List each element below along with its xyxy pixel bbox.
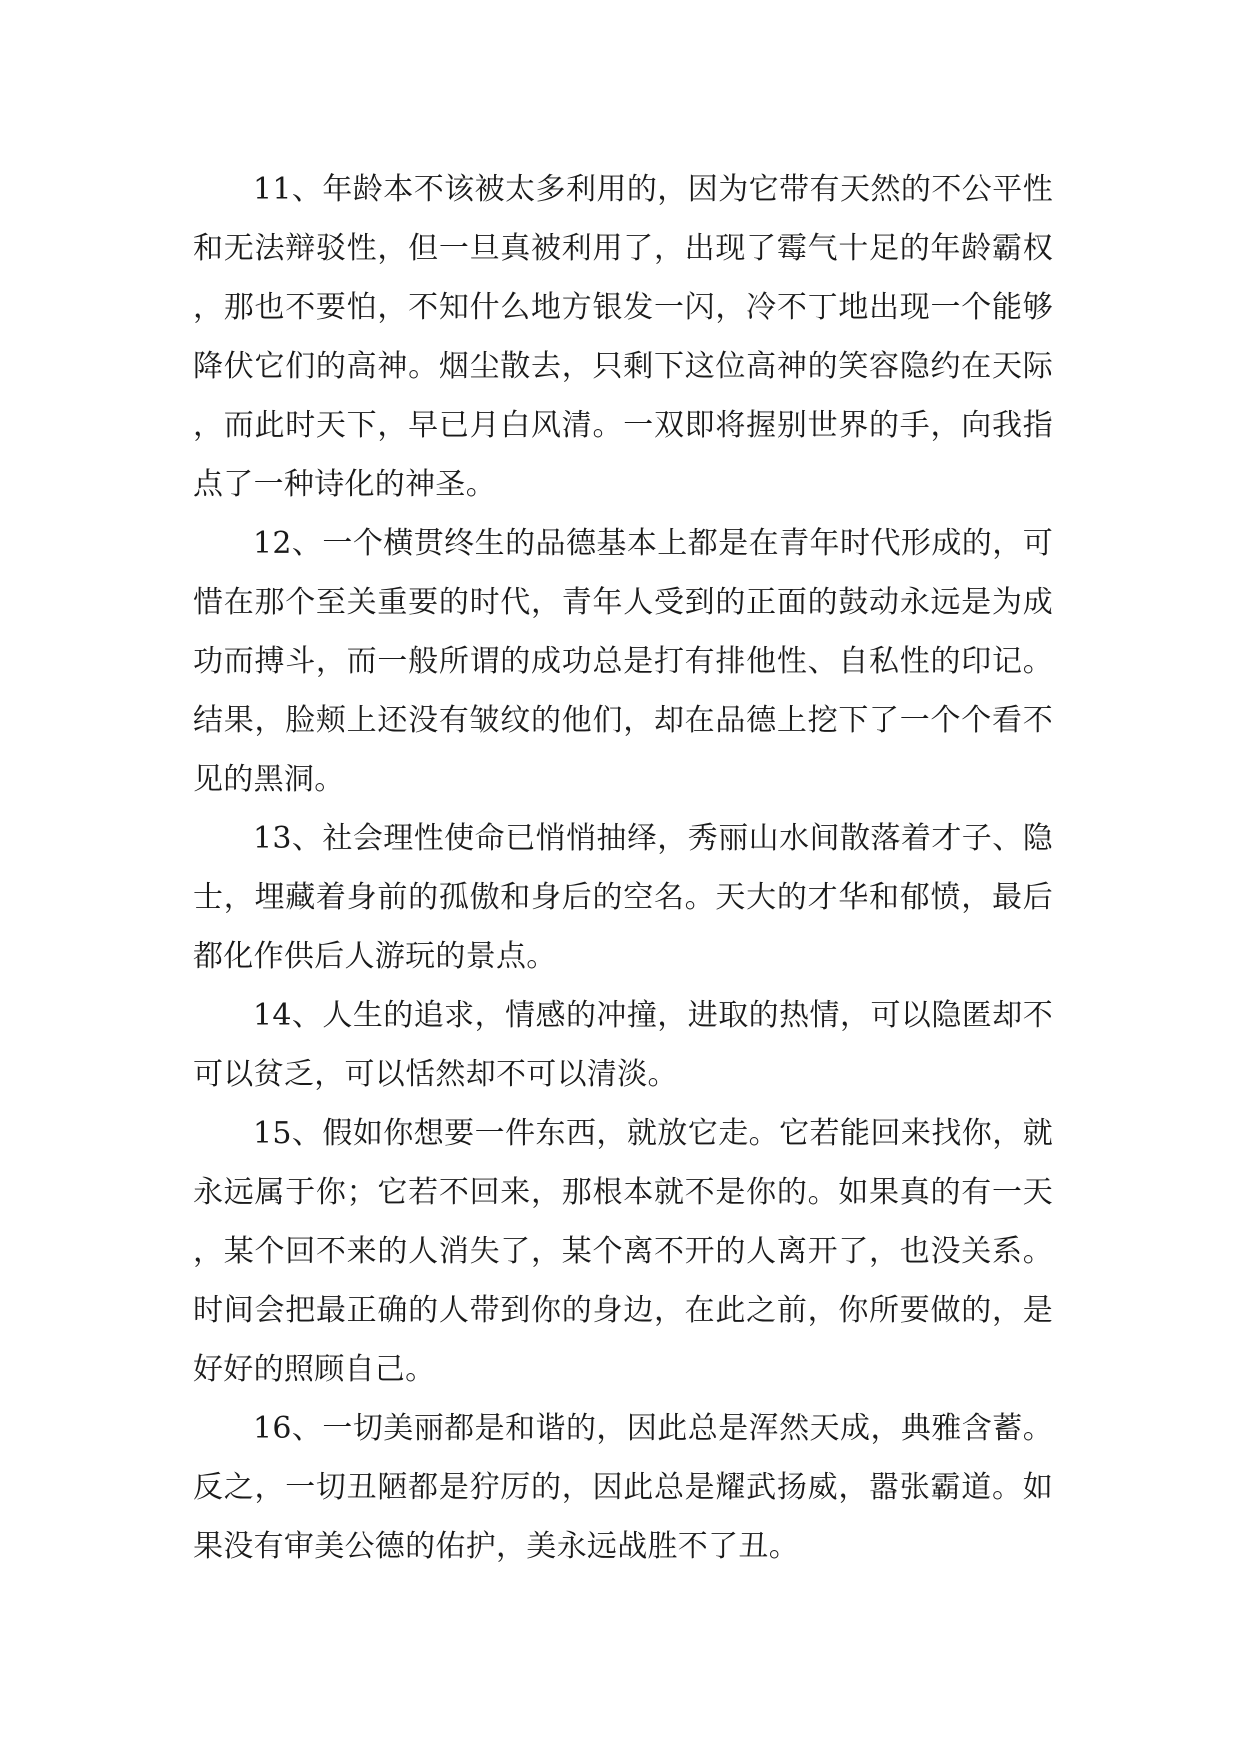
document-body: [193, 160, 1053, 1576]
paragraph-14: 14、人生的追求，情感的冲撞，进取的热情，可以隐匿却不可以贫乏，可以恬然却不可以清淡。: [193, 998, 1053, 1092]
paragraph-13: 13、社会理性使命已悄悄抽绎，秀丽山水间散落着才子、隐士，埋藏着身前的孤傲和身后的空名。天大的才华和郁愤，最后都化作供后人游玩的景点。: [193, 821, 1053, 974]
paragraph-12: 12、一个横贯终生的品德基本上都是在青年时代形成的，可惜在那个至关重要的时代，青年人受到的正面的鼓动永远是为成功而搏斗，而一般所谓的成功总是打有排他性、自私性的印记。结果，脸颊上还没有皱纹的他们，却在品德上挖下了一个个看不见的黑洞。: [193, 526, 1053, 797]
paragraph-16: 16、一切美丽都是和谐的，因此总是浑然天成，典雅含蓄。反之，一切丑陋都是狞厉的，因此总是耀武扬威，嚣张霸道。如果没有审美公德的佑护，美永远战胜不了丑。: [193, 1411, 1053, 1564]
paragraph-15: 15、假如你想要一件东西，就放它走。它若能回来找你，就永远属于你；它若不回来，那根本就不是你的。如果真的有一天，某个回不来的人消失了，某个离不开的人离开了，也没关系。时间会把最正确的人带到你的身边，在此之前，你所要做的，是好好的照顾自己。: [193, 1116, 1053, 1387]
paragraph-11: 11、年龄本不该被太多利用的，因为它带有天然的不公平性和无法辩驳性，但一旦真被利用了，出现了霉气十足的年龄霸权，那也不要怕，不知什么地方银发一闪，冷不丁地出现一个能够降伏它们的高神。烟尘散去，只剩下这位高神的笑容隐约在天际，而此时天下，早已月白风清。一双即将握别世界的手，向我指点了一种诗化的神圣。: [193, 172, 1053, 502]
